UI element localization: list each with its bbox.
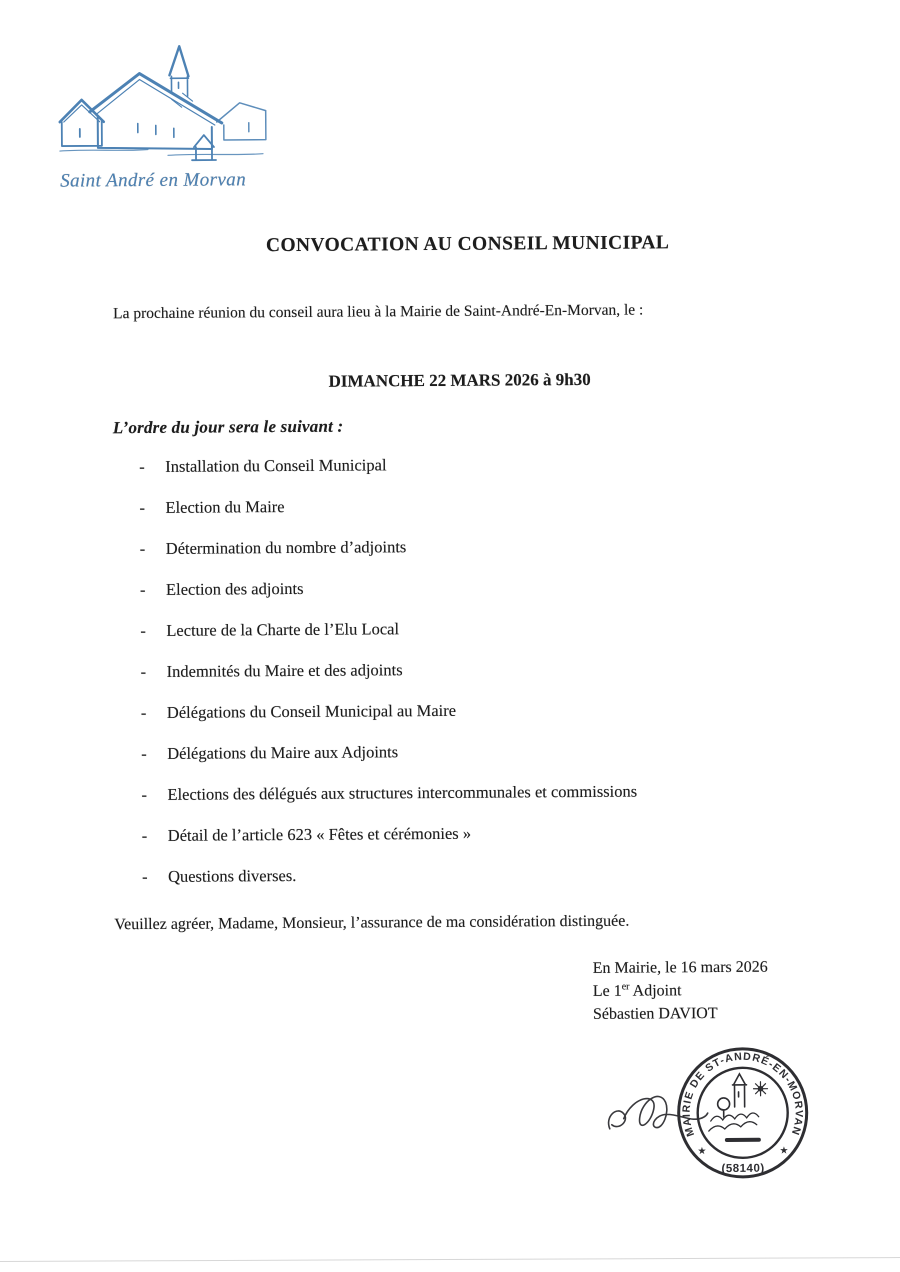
stamp-zip-text: (58140) [721, 1162, 765, 1175]
agenda-heading: L’ordre du jour sera le suivant : [112, 416, 344, 438]
agenda-item [142, 819, 762, 848]
stamp-ring-text: MAIRIE DE ST-ANDRÉ-EN-MORVAN [680, 1050, 805, 1138]
document-title: CONVOCATION AU CONSEIL MUNICIPAL [265, 232, 670, 257]
signature-block [593, 955, 853, 1026]
agenda-item-label: Indemnités du Maire et des adjoints [166, 660, 403, 681]
bullet-dash: - [141, 784, 148, 805]
bullet-dash: - [140, 620, 146, 641]
agenda-item-label: Questions diverses. [167, 865, 297, 886]
bullet-dash: - [140, 702, 147, 723]
stamp-star-left: ★ [697, 1146, 707, 1158]
agenda-item [141, 655, 761, 684]
agenda-item [140, 573, 760, 602]
agenda-item-label: Election du Maire [165, 497, 285, 517]
agenda-item-label: Election des adjoints [165, 578, 304, 599]
role-ordinal-suffix: er [621, 981, 630, 993]
agenda-item-label: Délégations du Maire aux Adjoints [167, 742, 399, 763]
agenda-item [140, 532, 760, 561]
stamp-star-right: ★ [779, 1145, 789, 1157]
agenda-item [141, 737, 761, 766]
bullet-dash: - [139, 539, 146, 559]
bullet-dash: - [141, 743, 147, 764]
bullet-dash: - [141, 866, 148, 887]
agenda-item-label: Lecture de la Charte de l’Elu Local [166, 619, 400, 640]
round-stamp-icon [667, 1037, 818, 1188]
agenda-item [142, 860, 762, 889]
bullet-dash: - [140, 661, 147, 682]
agenda-item-label: Détail de l’article 623 « Fêtes et cérémonies » [167, 823, 472, 845]
agenda-item-label: Elections des délégués aux structures intercommunales et commissions [167, 781, 638, 804]
agenda-item [141, 778, 761, 807]
agenda-item-label: Détermination du nombre d’adjoints [165, 537, 407, 558]
municipality-logo [51, 41, 267, 170]
signature-place-date: En Mairie, le 16 mars 2026 [592, 958, 768, 977]
agenda-item [140, 614, 760, 643]
signature-role [593, 978, 853, 1003]
logo-caption: Saint André en Morvan [60, 169, 247, 192]
closing-paragraph: Veuillez agréer, Madame, Monsieur, l’assurance de ma considération distinguée. [114, 912, 630, 934]
municipal-stamp [667, 1037, 818, 1188]
role-prefix: Le 1 [592, 982, 622, 1000]
agenda-list [139, 450, 762, 905]
stamp-church-scene [708, 1074, 767, 1140]
village-sketch-icon [51, 41, 267, 170]
bullet-dash: - [141, 825, 148, 846]
intro-paragraph: La prochaine réunion du conseil aura lieu à la Mairie de Saint-André-En-Morvan, le : [113, 301, 644, 323]
agenda-item [139, 491, 759, 520]
agenda-item-label: Installation du Conseil Municipal [165, 455, 387, 476]
meeting-date: DIMANCHE 22 MARS 2026 à 9h30 [328, 369, 591, 391]
signature-name: Sébastien DAVIOT [592, 1005, 718, 1023]
agenda-item [139, 450, 759, 479]
bullet-dash: - [139, 498, 146, 518]
agenda-item-label: Délégations du Conseil Municipal au Maire [166, 700, 457, 722]
role-suffix: Adjoint [629, 982, 682, 1000]
bullet-dash: - [139, 457, 145, 477]
bullet-dash: - [139, 580, 146, 600]
agenda-item [141, 696, 761, 725]
